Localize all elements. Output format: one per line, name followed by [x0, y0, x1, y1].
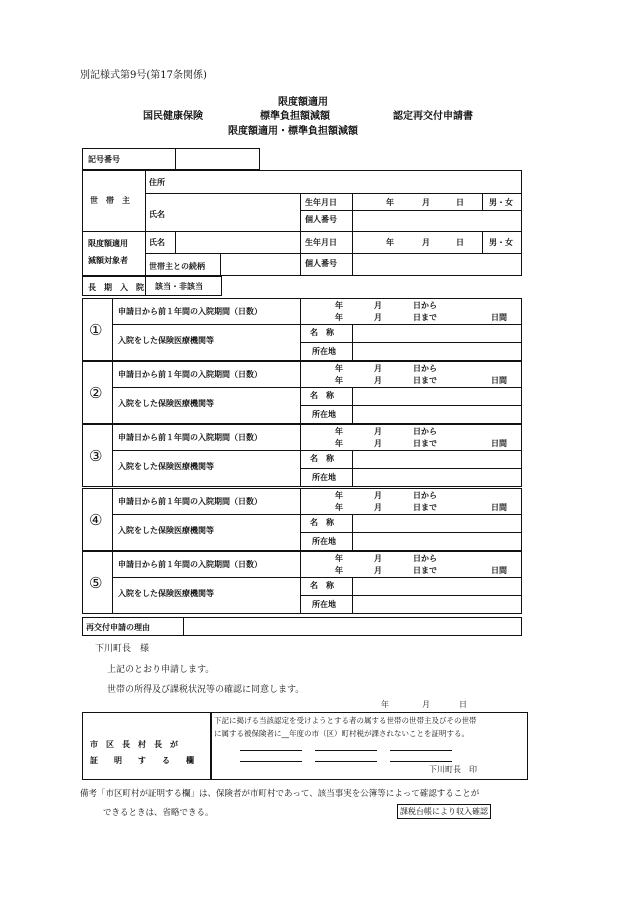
from-year: 年: [335, 427, 343, 436]
to-month: 月: [374, 313, 382, 322]
from-day: 日から: [413, 364, 437, 373]
from-year: 年: [335, 301, 343, 310]
month-label-1: 月: [422, 198, 430, 207]
year-label-1: 年: [386, 198, 394, 207]
hospital-label: 入院をした保険医療機関等: [118, 462, 214, 471]
from-day: 日から: [413, 427, 437, 436]
hospital-label: 入院をした保険医療機関等: [118, 336, 214, 345]
to-day: 日まで: [413, 313, 437, 322]
period-label: 申請日から前１年間の入院期間（日数）: [118, 370, 262, 379]
title-right: 認定再交付申請書: [393, 111, 473, 122]
to-month: 月: [374, 376, 382, 385]
from-month: 月: [374, 364, 382, 373]
sex-label-1: 男・女: [489, 198, 513, 207]
kigo-label: 記号番号: [88, 155, 120, 164]
from-day: 日から: [413, 301, 437, 310]
gaito-label: 該当・非該当: [155, 282, 203, 291]
to-day: 日まで: [413, 503, 437, 512]
from-day: 日から: [413, 491, 437, 500]
days-label: 日間: [491, 313, 507, 322]
entry-number: ②: [89, 384, 103, 402]
from-month: 月: [374, 554, 382, 563]
to-year: 年: [335, 376, 343, 385]
hospital-label: 入院をした保険医療機関等: [118, 526, 214, 535]
from-month: 月: [374, 491, 382, 500]
birthdate-label-1: 生年月日: [305, 198, 337, 207]
to-year: 年: [335, 313, 343, 322]
mynumber-label-2: 個人番号: [305, 259, 337, 268]
meisho-label: 名 称: [310, 581, 334, 590]
hospital-label: 入院をした保険医療機関等: [118, 399, 214, 408]
from-day: 日から: [413, 554, 437, 563]
taisho-label-1: 限度額適用: [88, 239, 128, 248]
from-year: 年: [335, 554, 343, 563]
period-label: 申請日から前１年間の入院期間（日数）: [118, 560, 262, 569]
to-month: 月: [374, 566, 382, 575]
days-label: 日間: [491, 566, 507, 575]
jusho-label: 住所: [149, 178, 165, 187]
entry-number: ⑤: [89, 574, 103, 592]
title-top: 限度額適用: [278, 97, 328, 108]
setainushi-label: 世 帯 主: [90, 196, 130, 205]
period-label: 申請日から前１年間の入院期間（日数）: [118, 497, 262, 506]
entry-number: ④: [89, 511, 103, 529]
to-month: 月: [374, 439, 382, 448]
period-label: 申請日から前１年間の入院期間（日数）: [118, 433, 262, 442]
cert-text-2: に属する被保険者に__年度の市（区）町村税が課されないことを証明する。: [214, 729, 469, 738]
to-day: 日まで: [413, 439, 437, 448]
meisho-label: 名 称: [310, 454, 334, 463]
cert-text-1: 下記に掲げる当該認定を受けようとする者の属する世帯の世帯主及びその世帯: [214, 716, 477, 725]
stamp: 課税台帳により収入確認: [397, 804, 491, 819]
to-year: 年: [335, 439, 343, 448]
entry-number: ③: [89, 447, 103, 465]
note-line-2: できるときは、省略できる。: [103, 808, 214, 818]
year-label-2: 年: [386, 238, 394, 247]
household-table: [82, 170, 522, 276]
title-mid: 標準負担額減額: [260, 111, 330, 122]
birthdate-label-2: 生年月日: [305, 238, 337, 247]
sex-label-2: 男・女: [489, 238, 513, 247]
to-day: 日まで: [413, 566, 437, 575]
reason-label: 再交付申請の理由: [86, 623, 150, 632]
to-year: 年: [335, 566, 343, 575]
day-label-1: 日: [456, 198, 464, 207]
day-label-2: 日: [456, 238, 464, 247]
statement-line-1: 上記のとおり申請します。: [107, 665, 215, 675]
from-month: 月: [374, 301, 382, 310]
period-label: 申請日から前１年間の入院期間（日数）: [118, 307, 262, 316]
meisho-label: 名 称: [310, 328, 334, 337]
cert-label-2: 証 明 す る 欄: [90, 756, 194, 765]
mynumber-label-1: 個人番号: [305, 215, 337, 224]
to-month: 月: [374, 503, 382, 512]
shozaichi-label: 所在地: [312, 600, 336, 609]
shozaichi-label: 所在地: [312, 410, 336, 419]
shimei-label: 氏名: [149, 210, 165, 219]
entry-number: ①: [89, 321, 103, 339]
shozaichi-label: 所在地: [312, 473, 336, 482]
days-label: 日間: [491, 376, 507, 385]
from-month: 月: [374, 427, 382, 436]
shozaichi-label: 所在地: [312, 537, 336, 546]
hospital-label: 入院をした保険医療機関等: [118, 589, 214, 598]
form-number: 別記様式第9号(第17条関係): [80, 70, 207, 81]
date-year: 年: [381, 700, 389, 709]
date-month: 月: [422, 700, 430, 709]
choki-label: 長 期 入 院: [88, 283, 144, 292]
title-bottom: 限度額適用・標準負担額減額: [228, 126, 358, 137]
statement-line-2: 世帯の所得及び課税状況等の確認に同意します。: [107, 685, 305, 695]
to-day: 日まで: [413, 376, 437, 385]
cert-sign: 下川町長 印: [429, 765, 477, 774]
month-label-2: 月: [422, 238, 430, 247]
zokugara-label: 世帯主との続柄: [149, 262, 205, 271]
from-year: 年: [335, 364, 343, 373]
shimei-label-2: 氏名: [149, 238, 165, 247]
title-left: 国民健康保険: [143, 111, 203, 122]
to-year: 年: [335, 503, 343, 512]
meisho-label: 名 称: [310, 391, 334, 400]
shozaichi-label: 所在地: [312, 347, 336, 356]
cert-label-1: 市 区 長 村 長 が: [90, 740, 178, 749]
from-year: 年: [335, 491, 343, 500]
date-day: 日: [459, 700, 467, 709]
addressee: 下川町長 様: [95, 644, 150, 654]
days-label: 日間: [491, 503, 507, 512]
days-label: 日間: [491, 439, 507, 448]
note-line-1: 備考「市区町村が証明する欄」は、保険者が市町村であって、該当事実を公簿等によって確認することが: [80, 789, 480, 799]
taisho-label-2: 減額対象者: [88, 256, 128, 265]
meisho-label: 名 称: [310, 518, 334, 527]
